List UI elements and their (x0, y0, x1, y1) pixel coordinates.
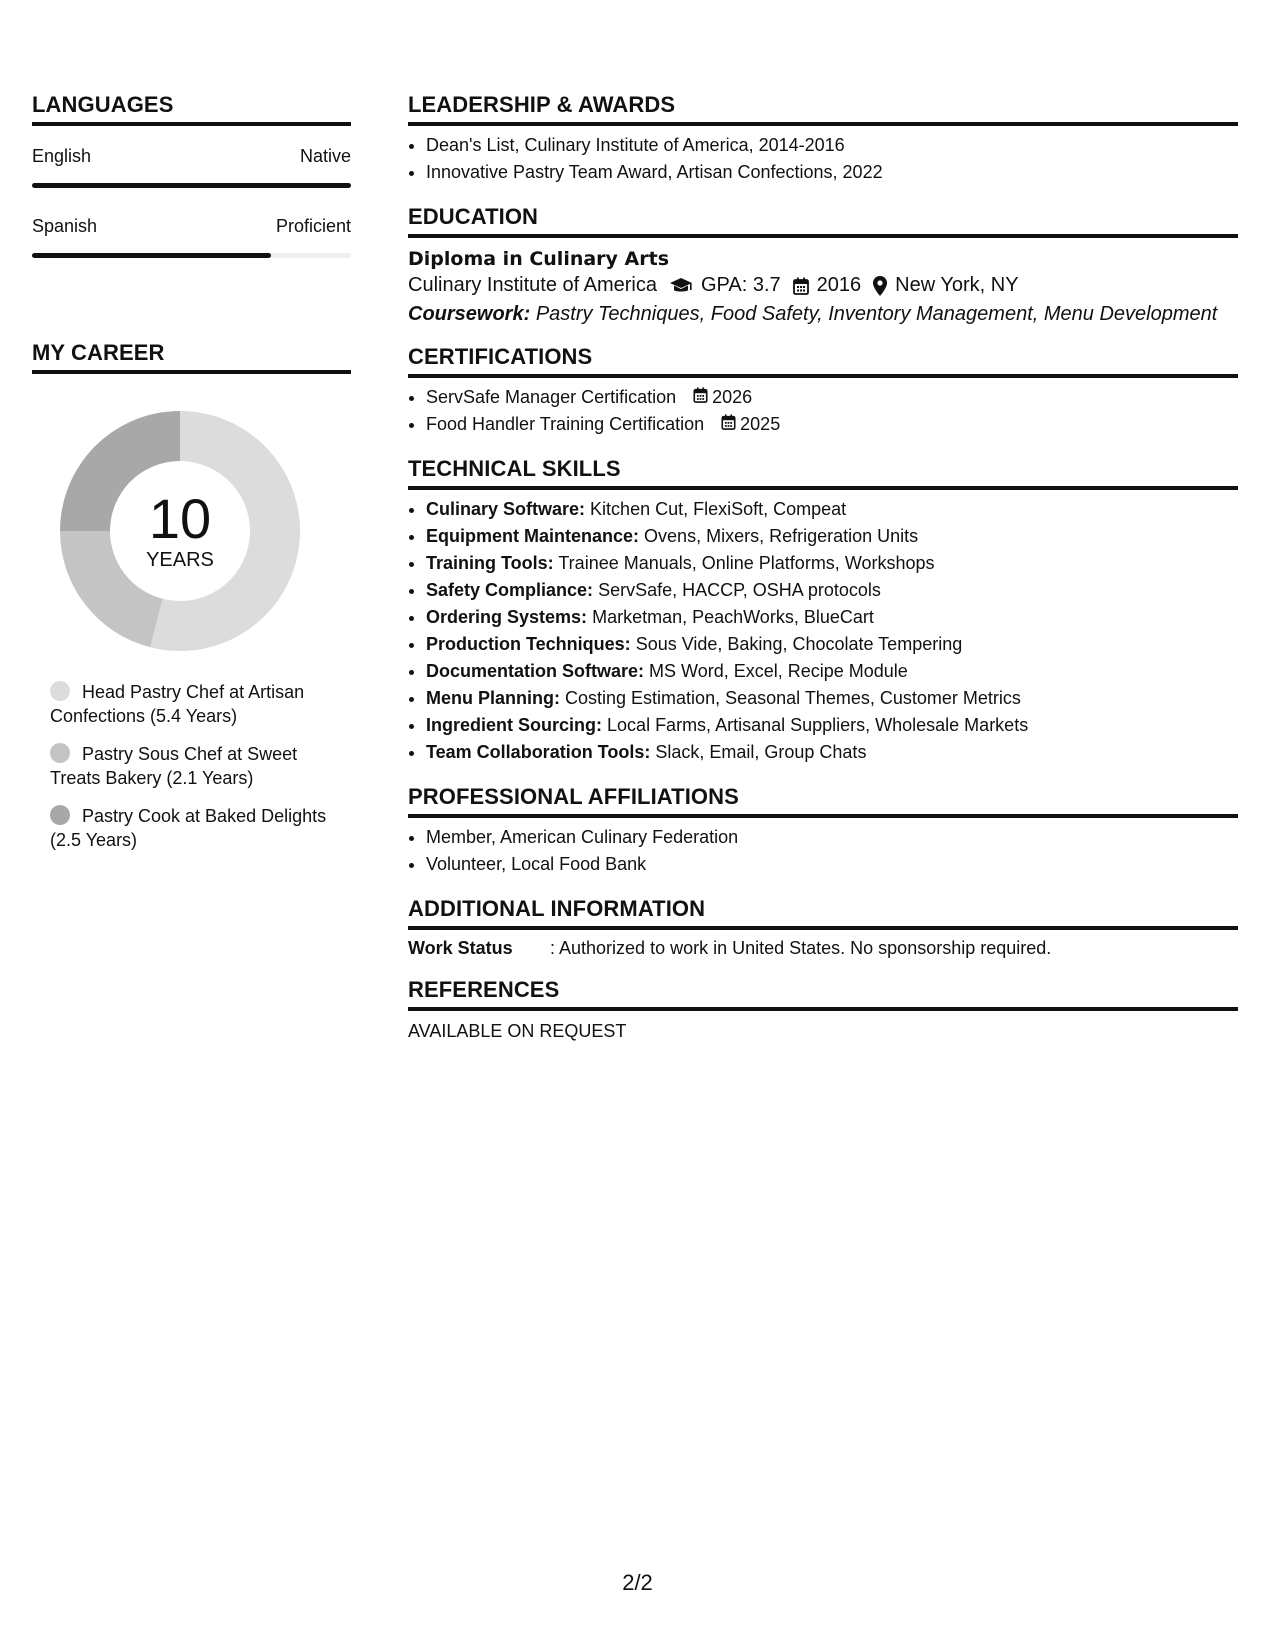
certification-year: 2026 (712, 387, 753, 407)
donut-center (55, 406, 305, 656)
education-coursework (408, 303, 1238, 326)
skill-value: Trainee Manuals, Online Platforms, Workshops (558, 553, 935, 573)
page-number: 2/2 (622, 1570, 653, 1595)
skill-value: ServSafe, HACCP, OSHA protocols (598, 580, 881, 600)
additional-title: ADDITIONAL INFORMATION (408, 896, 1238, 930)
career-total-unit: YEARS (146, 548, 214, 571)
calendar-icon (793, 277, 809, 295)
language-level: Proficient (275, 216, 351, 236)
language-bar-fill (32, 183, 351, 188)
list-item: • Innovative Pastry Team Award, Artisan Confections, 2022 (426, 159, 1238, 186)
calendar-icon (721, 411, 740, 438)
skill-label: Ingredient Sourcing: (426, 715, 603, 735)
legend-dot (50, 805, 70, 825)
skill-label: Training Tools: (426, 553, 554, 573)
list-item: • Volunteer, Local Food Bank (426, 851, 1238, 878)
calendar-icon (693, 384, 712, 411)
certification-year: 2025 (740, 414, 781, 434)
references-text: AVAILABLE ON REQUEST (408, 1021, 627, 1041)
skill-value: Local Farms, Artisanal Suppliers, Wholesale Markets (607, 715, 1029, 735)
list-item (426, 577, 1238, 604)
legend-dot (50, 743, 70, 763)
list-item (426, 712, 1238, 739)
skills-section (408, 456, 1238, 766)
list-item (426, 685, 1238, 712)
skill-label: Team Collaboration Tools: (426, 742, 651, 762)
career-legend (50, 680, 330, 852)
skill-label: Menu Planning: (426, 688, 560, 708)
education-year: 2016 (816, 274, 862, 296)
skill-value: Costing Estimation, Seasonal Themes, Customer Metrics (565, 688, 1021, 708)
education-section (408, 204, 1238, 326)
education-details (408, 274, 1238, 297)
career-role-label: Head Pastry Chef at Artisan Confections (5.4 Years) (50, 682, 305, 726)
certification-name: Food Handler Training Certification (426, 414, 705, 434)
work-status-value: : Authorized to work in United States. No sponsorship required. (550, 938, 1052, 958)
list-item (426, 384, 1238, 411)
certification-date (693, 384, 752, 411)
skill-value: MS Word, Excel, Recipe Module (649, 661, 908, 681)
career-donut-chart (55, 406, 305, 656)
career-role (50, 804, 330, 852)
certifications-title: CERTIFICATIONS (408, 344, 1238, 378)
skill-value: Marketman, PeachWorks, BlueCart (592, 607, 874, 627)
left-column (32, 92, 351, 866)
certifications-section (408, 344, 1238, 438)
coursework-label: Coursework: (408, 303, 531, 325)
skills-title: TECHNICAL SKILLS (408, 456, 1238, 490)
certifications-list (408, 384, 1238, 438)
skill-label: Culinary Software: (426, 499, 586, 519)
graduation-cap-icon (669, 277, 693, 295)
references-section (408, 977, 1238, 1042)
skill-value: Sous Vide, Baking, Chocolate Tempering (635, 634, 963, 654)
skill-value: Slack, Email, Group Chats (655, 742, 867, 762)
additional-section (408, 896, 1238, 959)
affiliations-section (408, 784, 1238, 878)
education-gpa: GPA: 3.7 (701, 274, 781, 296)
list-item: • Member, American Culinary Federation (426, 824, 1238, 851)
work-status-row (408, 938, 1238, 959)
languages-title: LANGUAGES (32, 92, 351, 126)
career-title: MY CAREER (32, 340, 351, 374)
right-column (408, 92, 1238, 1060)
list-item: • Dean's List, Culinary Institute of America, 2014-2016 (426, 132, 1238, 159)
language-spanish (32, 216, 351, 266)
language-bar (32, 253, 351, 258)
leadership-title: LEADERSHIP & AWARDS (408, 92, 1238, 126)
work-status-label: Work Status (408, 938, 513, 958)
affiliations-list (408, 824, 1238, 878)
certification-date (721, 411, 780, 438)
leadership-list (408, 132, 1238, 186)
references-title: REFERENCES (408, 977, 1238, 1011)
education-degree: Diploma in Culinary Arts (408, 248, 670, 270)
career-role (50, 742, 330, 790)
certification-name: ServSafe Manager Certification (426, 387, 677, 407)
list-item (426, 550, 1238, 577)
list-item (426, 523, 1238, 550)
education-title: EDUCATION (408, 204, 1238, 238)
language-bar-fill (32, 253, 271, 258)
skill-value: Kitchen Cut, FlexiSoft, Compeat (590, 499, 847, 519)
education-school: Culinary Institute of America (408, 274, 657, 296)
skills-list (408, 496, 1238, 766)
coursework-list: Pastry Techniques, Food Safety, Inventory Management, Menu Development (535, 303, 1218, 325)
language-name: English (32, 146, 92, 166)
list-item (426, 496, 1238, 523)
education-location: New York, NY (895, 274, 1019, 296)
leadership-section (408, 92, 1238, 186)
skill-label: Documentation Software: (426, 661, 645, 681)
career-role-label: Pastry Sous Chef at Sweet Treats Bakery (2.1 Years) (50, 744, 298, 788)
language-name: Spanish (32, 216, 98, 236)
language-level: Native (299, 146, 351, 166)
list-item (426, 658, 1238, 685)
career-role-label: Pastry Cook at Baked Delights (2.5 Years) (50, 806, 327, 850)
list-item (426, 411, 1238, 438)
language-english (32, 146, 351, 196)
list-item (426, 631, 1238, 658)
affiliations-title: PROFESSIONAL AFFILIATIONS (408, 784, 1238, 818)
skill-label: Safety Compliance: (426, 580, 594, 600)
skill-label: Production Techniques: (426, 634, 631, 654)
legend-dot (50, 681, 70, 701)
career-total-years: 10 (148, 486, 212, 550)
list-item (426, 739, 1238, 766)
skill-label: Equipment Maintenance: (426, 526, 640, 546)
map-pin-icon (873, 276, 887, 296)
list-item (426, 604, 1238, 631)
skill-label: Ordering Systems: (426, 607, 588, 627)
skill-value: Ovens, Mixers, Refrigeration Units (644, 526, 919, 546)
language-bar (32, 183, 351, 188)
career-role (50, 680, 330, 728)
